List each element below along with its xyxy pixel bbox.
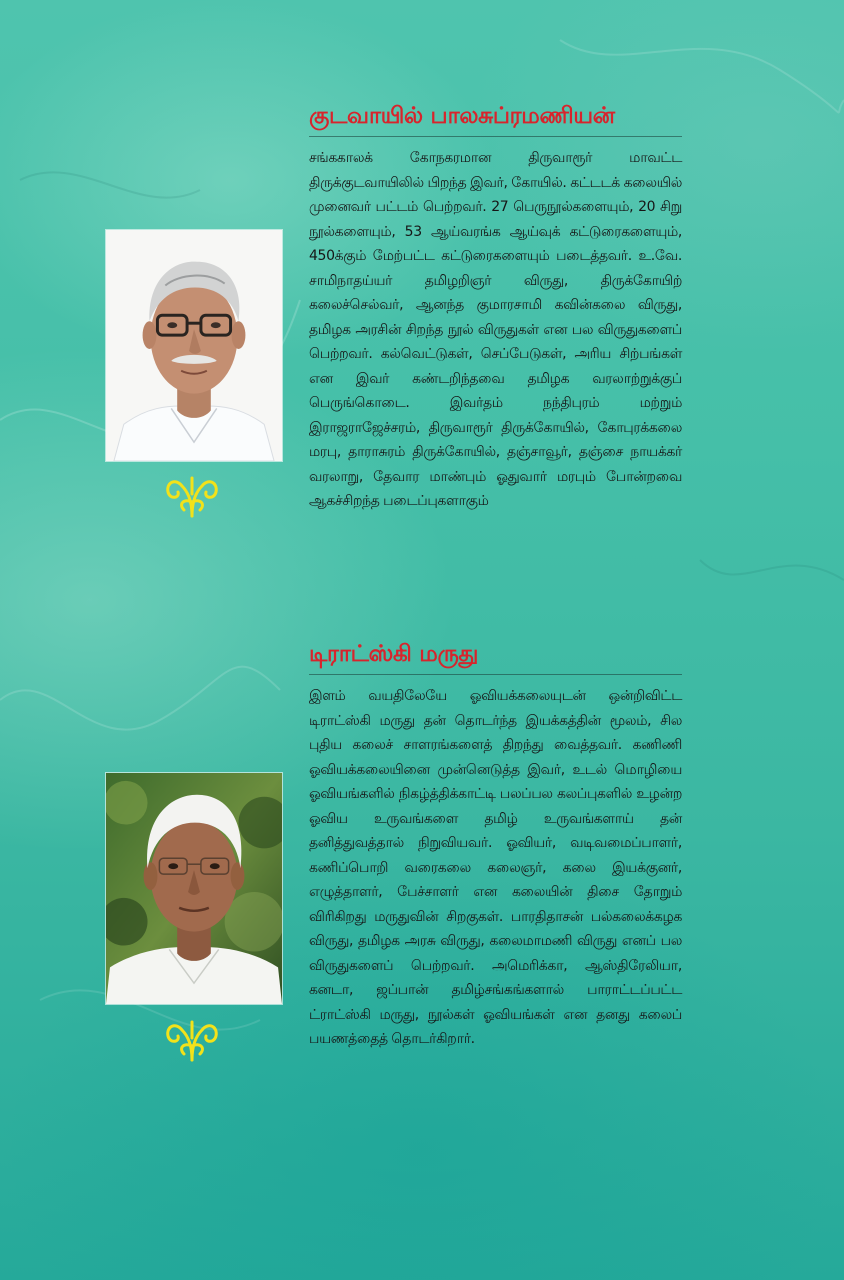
heading-divider xyxy=(309,674,682,675)
ornament-flourish-icon xyxy=(162,1016,222,1064)
bio-section-2 xyxy=(309,638,682,1052)
bio-section-1 xyxy=(309,100,682,514)
section-body: சங்ககாலக் கோநகரமான திருவாரூர் மாவட்ட திருக்குடவாயிலில் பிறந்த இவர், கோயில். கட்டடக் கலையில் முனைவர் பட்டம் பெற்றவர். 27 பெருநூல்களையும், 20 சிறு நூல்களையும், 53 ஆய்வரங்க ஆய்வுக் கட்டுரைகளையும், 450க்கும் மேற்பட்ட கட்டுரைகளையும் படைத்தவர். உ.வே. சாமிநாதய்யர் தமிழறிஞர் விருது, திருக்கோயிற் கலைச்செல்வர், ஆனந்த குமாரசாமி கவின்கலை விருது, தமிழக அரசின் சிறந்த நூல் விருதுகள் என பல விருதுகளைப் பெற்றவர். கல்வெட்டுகள், செப்பேடுகள், அரிய சிற்பங்கள் என இவர் கண்டறிந்தவை தமிழக வரலாற்றுக்குப் பெருங்கொடை. இவர்தம் நந்திபுரம் மற்றும் இராஜராஜேச்சரம், திருவாரூர் திருக்கோயில், கோபுரக்கலை மரபு, தாராசுரம் திருக்கோயில், தஞ்சாவூர், தஞ்சை நாயக்கர் வரலாறு, தேவார மாண்பும் ஓதுவார் மரபும் போன்றவை ஆகச்சிறந்த படைப்புகளாகும் xyxy=(309,150,682,509)
ornament-flourish-icon xyxy=(162,472,222,520)
portrait-photo-kudavayil-balasubramanian xyxy=(105,229,283,462)
portrait-photo-trotsky-marudu xyxy=(105,772,283,1005)
heading-divider xyxy=(309,136,682,137)
section-heading: டிராட்ஸ்கி மருது xyxy=(309,641,479,667)
section-heading: குடவாயில் பாலசுப்ரமணியன் xyxy=(309,103,615,129)
section-body: இளம் வயதிலேயே ஓவியக்கலையுடன் ஒன்றிவிட்ட டிராட்ஸ்கி மருது தன் தொடர்ந்த இயக்கத்தின் மூலம், சில புதிய கலைச் சாளரங்களைத் திறந்து வைத்தவர். கணிணி ஓவியக்கலையினை முன்னெடுத்த இவர், உடல் மொழியை ஓவியங்களில் நிகழ்த்திக்காட்டி பலப்பல கலப்புகளில் உழன்ற ஓவிய உருவங்களை தமிழ் உருவங்களாய் தன் தனித்துவத்தால் நிறுவியவர். ஓவியர், வடிவமைப்பாளர், கணிப்பொறி வரைகலை கலைஞர், கலை இயக்குனர், எழுத்தாளர், பேச்சாளர் என கலையின் திசை தோறும் விரிகிறது மருதுவின் சிறகுகள். பாரதிதாசன் பல்கலைக்கழக விருது, தமிழக அரசு விருது, கலைமாமணி விருது எனப் பல விருதுகளைப் பெற்றவர். அமெரிக்கா, ஆஸ்திரேலியா, கனடா, ஜப்பான் தமிழ்சங்கங்களால் பாராட்டப்பட்ட ட்ராட்ஸ்கி மருது, நூல்கள் ஓவியங்கள் என தனது கலைப் பயணத்தைத் தொடர்கிறார். xyxy=(309,688,682,1047)
